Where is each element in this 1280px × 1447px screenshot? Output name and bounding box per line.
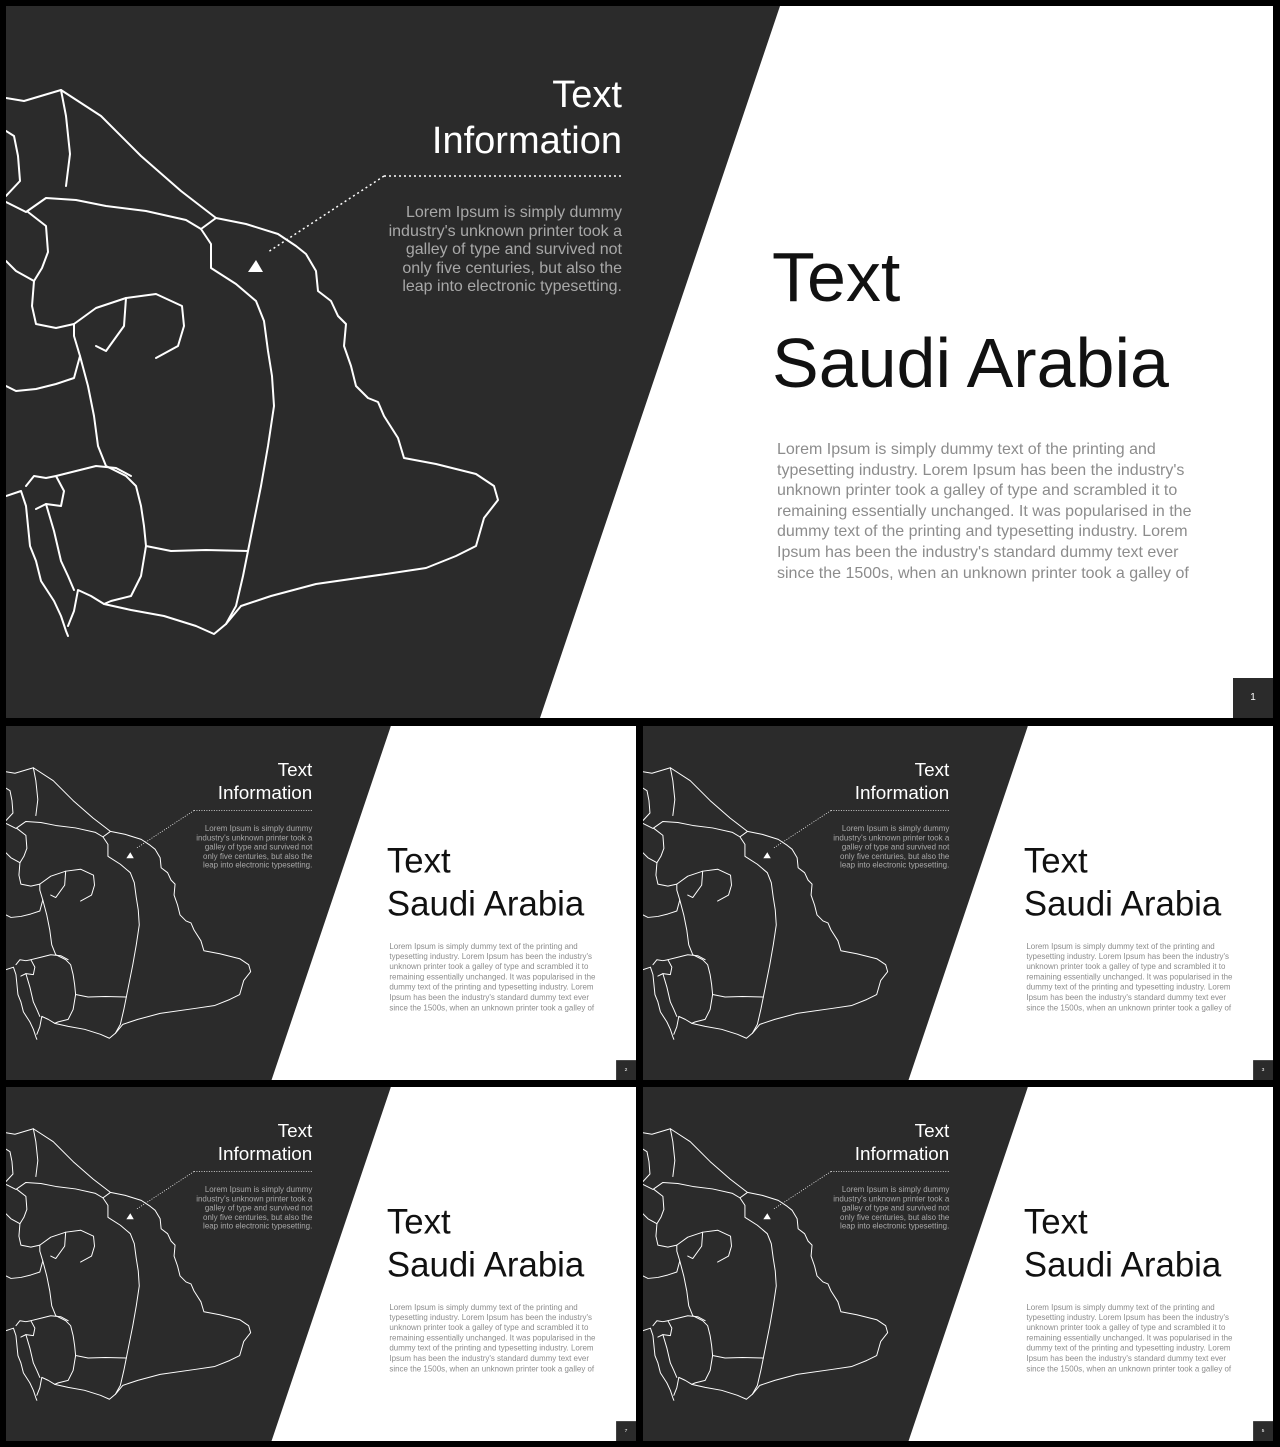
main-title	[387, 1200, 626, 1286]
info-title-line2: Information	[217, 1143, 313, 1165]
info-text: Lorem Ipsum is simply dummy industry's unknown printer took a galley of type and survived not only five centuries, but also the leap into electronic typesetting.	[388, 204, 622, 295]
info-title	[750, 1120, 949, 1166]
info-text: Lorem Ipsum is simply dummy industry's unknown printer took a galley of type and survived not only five centuries, but also the leap into electronic typesetting.	[833, 824, 950, 870]
main-title-line1: Text	[386, 1202, 451, 1242]
info-text: Lorem Ipsum is simply dummy industry's unknown printer took a galley of type and survived not only five centuries, but also the leap into electronic typesetting.	[196, 824, 313, 870]
info-title-line1: Text	[914, 1120, 950, 1142]
triangle-pointer-icon	[126, 852, 133, 858]
info-title-line2: Information	[854, 1143, 950, 1165]
triangle-pointer-icon	[763, 852, 770, 858]
info-text: Lorem Ipsum is simply dummy industry's unknown printer took a galley of type and survived not only five centuries, but also the leap into electronic typesetting.	[833, 1185, 950, 1231]
page-number: 1	[1233, 678, 1273, 718]
info-title-line1: Text	[914, 759, 950, 781]
info-title-line2: Information	[431, 120, 622, 162]
main-title-line1: Text	[772, 238, 901, 316]
main-title-line2: Saudi Arabia	[386, 884, 585, 923]
slide-5[interactable]	[643, 1087, 1273, 1441]
main-text: Lorem Ipsum is simply dummy text of the printing and typesetting industry. Lorem Ipsum has been the industry's unknown printer took a galley of type and scrambled it to remaining essentially unchanged. It was popularised in the dummy text of the printing and typesetting industry. Lorem Ipsum has been the industry's standard dummy text ever since the 1500s, when an unknown printer took a galley of	[1026, 942, 1233, 1013]
main-text: Lorem Ipsum is simply dummy text of the printing and typesetting industry. Lorem Ipsum has been the industry's unknown printer took a galley of type and scrambled it to remaining essentially unchanged. It was popularised in the dummy text of the printing and typesetting industry. Lorem Ipsum has been the industry's standard dummy text ever since the 1500s, when an unknown printer took a galley of	[1026, 1303, 1233, 1374]
main-title-line1: Text	[1023, 841, 1088, 881]
triangle-pointer-icon	[763, 1213, 770, 1219]
main-text: Lorem Ipsum is simply dummy text of the printing and typesetting industry. Lorem Ipsum has been the industry's unknown printer took a galley of type and scrambled it to remaining essentially unchanged. It was popularised in the dummy text of the printing and typesetting industry. Lorem Ipsum has been the industry's standard dummy text ever since the 1500s, when an unknown printer took a galley of	[389, 1303, 596, 1374]
info-title	[113, 759, 312, 805]
main-title-line2: Saudi Arabia	[772, 324, 1169, 402]
main-title-line1: Text	[1023, 1202, 1088, 1242]
main-title-line2: Saudi Arabia	[1023, 1245, 1222, 1284]
info-title-line1: Text	[277, 1120, 313, 1142]
info-title	[113, 1120, 312, 1166]
main-title	[387, 839, 626, 925]
page-number: 5	[1253, 1421, 1273, 1441]
info-title	[222, 72, 622, 164]
main-title-line2: Saudi Arabia	[386, 1245, 585, 1284]
slide-2[interactable]	[6, 726, 636, 1080]
info-text: Lorem Ipsum is simply dummy industry's unknown printer took a galley of type and survived not only five centuries, but also the leap into electronic typesetting.	[196, 1185, 313, 1231]
info-title	[750, 759, 949, 805]
main-title	[1024, 1200, 1263, 1286]
main-title	[772, 234, 1252, 406]
triangle-pointer-icon	[248, 260, 263, 272]
slide-3[interactable]	[643, 726, 1273, 1080]
info-title-line1: Text	[552, 74, 622, 116]
info-title-line1: Text	[277, 759, 313, 781]
page-number: 3	[1253, 1060, 1273, 1080]
main-title	[1024, 839, 1263, 925]
page-number: 7	[616, 1421, 636, 1441]
page-number: 2	[616, 1060, 636, 1080]
main-title-line2: Saudi Arabia	[1023, 884, 1222, 923]
info-title-line2: Information	[854, 782, 950, 804]
slide-4[interactable]	[6, 1087, 636, 1441]
main-title-line1: Text	[386, 841, 451, 881]
main-text: Lorem Ipsum is simply dummy text of the printing and typesetting industry. Lorem Ipsum has been the industry's unknown printer took a galley of type and scrambled it to remaining essentially unchanged. It was popularised in the dummy text of the printing and typesetting industry. Lorem Ipsum has been the industry's standard dummy text ever since the 1500s, when an unknown printer took a galley of	[777, 441, 1192, 582]
main-text: Lorem Ipsum is simply dummy text of the printing and typesetting industry. Lorem Ipsum has been the industry's unknown printer took a galley of type and scrambled it to remaining essentially unchanged. It was popularised in the dummy text of the printing and typesetting industry. Lorem Ipsum has been the industry's standard dummy text ever since the 1500s, when an unknown printer took a galley of	[389, 942, 596, 1013]
info-title-line2: Information	[217, 782, 313, 804]
slide-1[interactable]	[6, 6, 1273, 718]
triangle-pointer-icon	[126, 1213, 133, 1219]
